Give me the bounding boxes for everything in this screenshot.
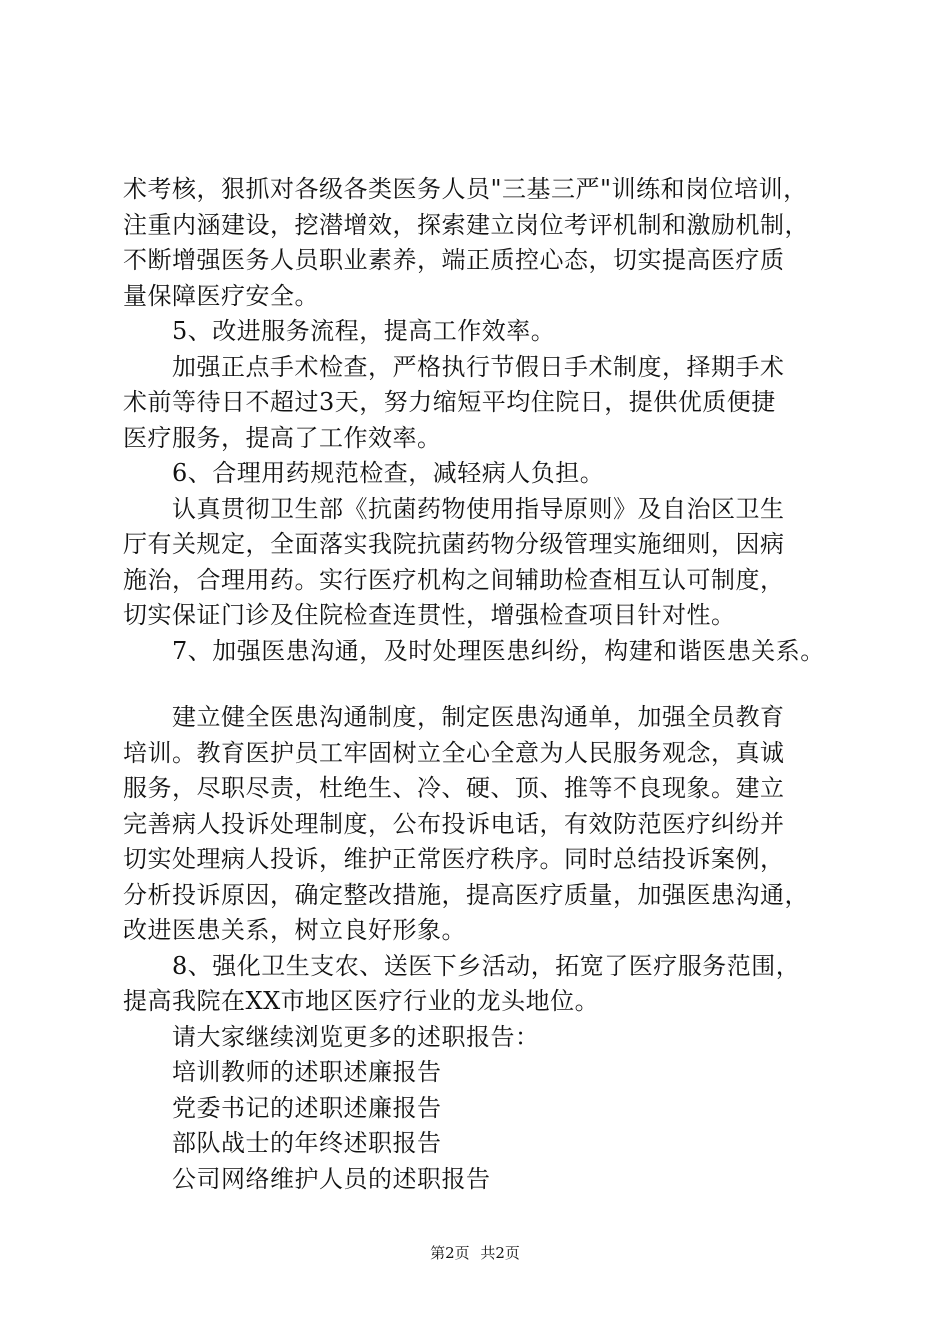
related-report-link[interactable]: 部队战士的年终述职报告 (123, 1129, 442, 1157)
related-report-link[interactable]: 党委书记的述职述廉报告 (123, 1093, 442, 1122)
page-number: 第2页 (430, 1244, 470, 1262)
text-line: 术考核，狠抓对各级各类医务人员"三基三严"训练和岗位培训， (123, 175, 808, 203)
text-line: 服务，尽职尽责，杜绝生、冷、硬、顶、推等不良现象。建立 (123, 774, 785, 802)
page-footer (0, 1243, 950, 1263)
text-line: 医疗服务，提高了工作效率。 (123, 423, 442, 452)
text-line: 量保障医疗安全。 (123, 281, 319, 310)
page-total: 共2页 (480, 1244, 520, 1262)
section-heading-5: 5、改进服务流程，提高工作效率。 (123, 317, 556, 345)
text-line: 建立健全医患沟通制度，制定医患沟通单，加强全员教育 (123, 703, 785, 731)
paragraph-gap (123, 669, 858, 700)
related-report-link[interactable]: 培训教师的述职述廉报告 (123, 1058, 442, 1086)
text-line: 认真贯彻卫生部《抗菌药物使用指导原则》及自治区卫生 (123, 494, 785, 523)
more-reports-intro: 请大家继续浏览更多的述职报告： (123, 1022, 540, 1051)
text-line: 注重内涵建设，挖潜增效，探索建立岗位考评机制和激励机制， (123, 210, 809, 239)
document-body (123, 172, 858, 1197)
text-line: 切实保证门诊及住院检查连贯性，增强检查项目针对性。 (123, 601, 736, 629)
related-report-link[interactable]: 公司网络维护人员的述职报告 (123, 1164, 491, 1193)
text-line: 分析投诉原因，确定整改措施，提高医疗质量，加强医患沟通， (123, 880, 809, 909)
text-line: 厅有关规定，全面落实我院抗菌药物分级管理实施细则，因病 (123, 530, 785, 558)
section-heading-8: 8、强化卫生支农、送医下乡活动，拓宽了医疗服务范围， (123, 951, 801, 980)
text-line: 培训。教育医护员工牢固树立全心全意为人民服务观念，真诚 (123, 738, 785, 767)
text-line: 加强正点手术检查，严格执行节假日手术制度，择期手术 (123, 352, 785, 381)
text-line: 不断增强医务人员职业素养，端正质控心态，切实提高医疗质 (123, 246, 785, 274)
text-line: 施治，合理用药。实行医疗机构之间辅助检查相互认可制度， (123, 565, 785, 594)
text-line: 提高我院在XX市地区医疗行业的龙头地位。 (123, 987, 600, 1015)
text-line: 术前等待日不超过3天，努力缩短平均住院日，提供优质便捷 (123, 388, 776, 416)
text-line: 切实处理病人投诉，维护正常医疗秩序。同时总结投诉案例， (123, 845, 785, 873)
text-line: 改进医患关系，树立良好形象。 (123, 916, 466, 944)
text-line: 完善病人投诉处理制度，公布投诉电话，有效防范医疗纠纷并 (123, 809, 785, 838)
section-heading-7: 7、加强医患沟通，及时处理医患纠纷，构建和谐医患关系。 (123, 636, 825, 665)
section-heading-6: 6、合理用药规范检查，减轻病人负担。 (123, 459, 605, 487)
